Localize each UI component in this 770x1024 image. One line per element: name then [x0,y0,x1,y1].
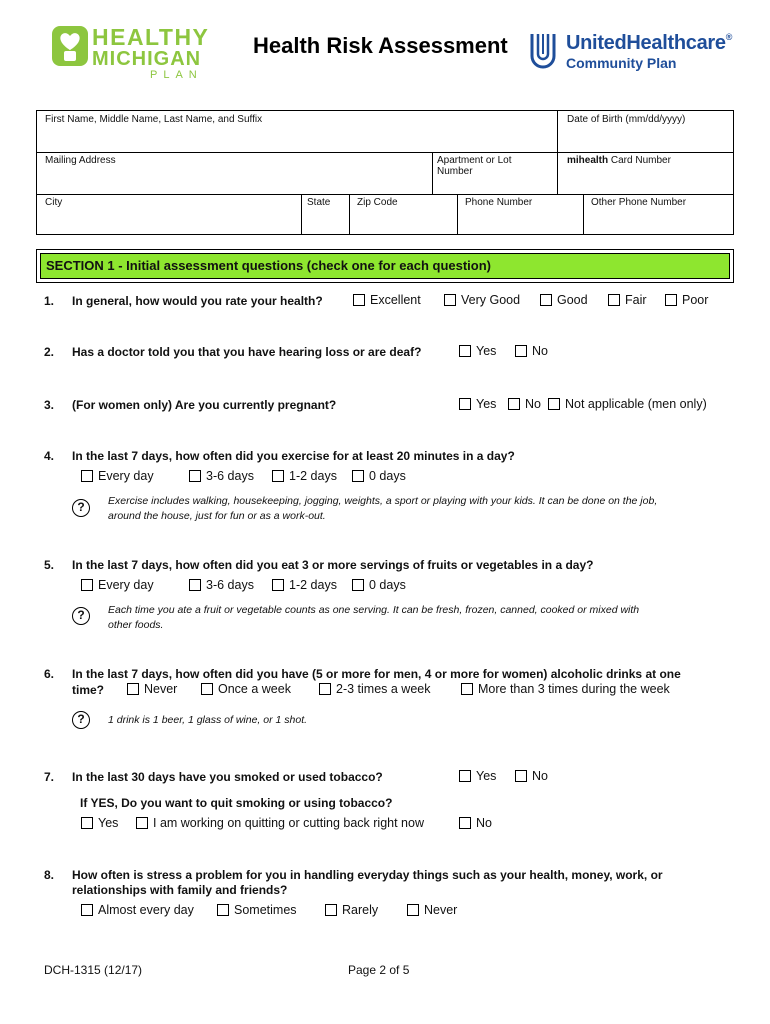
card-number-label: Card Number [608,155,671,166]
checkbox[interactable] [459,817,471,829]
q1-option-fair[interactable]: Fair [608,293,647,307]
question-3-text: (For women only) Are you currently pregnant? [72,398,337,412]
question-8-number: 8. [44,868,55,882]
checkbox[interactable] [127,683,139,695]
q1-option-very-good[interactable]: Very Good [444,293,520,307]
question-5-number: 5. [44,558,55,572]
card-number-label-bold: mihealth [567,155,609,166]
logo-word-michigan: MICHIGAN [92,48,202,70]
state-label: State [307,197,331,208]
question-8-text-line2: relationships with family and friends? [72,883,288,897]
checkbox[interactable] [444,294,456,306]
apartment-number-field[interactable] [432,152,557,194]
q8-option-rarely[interactable]: Rarely [325,903,378,917]
checkbox[interactable] [459,345,471,357]
q7-followup-yes[interactable]: Yes [81,816,118,830]
demographics-box [36,110,734,235]
full-name-label: First Name, Middle Name, Last Name, and Suffix [45,114,263,125]
apartment-number-label: Apartment or Lot Number [437,155,512,177]
zip-code-field[interactable] [349,194,457,234]
unitedhealthcare-name: UnitedHealthcare® [566,32,733,54]
logo-word-plan: PLAN [150,69,203,81]
checkbox[interactable] [201,683,213,695]
city-label: City [45,197,63,208]
checkbox[interactable] [665,294,677,306]
date-of-birth-label: Date of Birth (mm/dd/yyyy) [567,114,686,125]
question-mark-icon: ? [72,499,90,517]
checkbox[interactable] [319,683,331,695]
q1-option-poor[interactable]: Poor [665,293,708,307]
checkbox[interactable] [508,398,520,410]
card-number-field[interactable] [557,152,733,194]
checkbox[interactable] [81,470,93,482]
checkbox[interactable] [136,817,148,829]
q8-option-never[interactable]: Never [407,903,457,917]
q7-option-yes[interactable]: Yes [459,769,496,783]
checkbox[interactable] [459,398,471,410]
question-2-number: 2. [44,345,55,359]
checkbox[interactable] [81,904,93,916]
q5-option-0-days[interactable]: 0 days [352,578,406,592]
section-1-title: SECTION 1 - Initial assessment questions (check one for each question) [40,253,730,279]
q3-option-not-applicable[interactable]: Not applicable (men only) [548,397,707,411]
city-field[interactable] [37,194,301,234]
q8-option-sometimes[interactable]: Sometimes [217,903,297,917]
question-4-number: 4. [44,449,55,463]
question-7-text: In the last 30 days have you smoked or used tobacco? [72,770,383,784]
community-plan-label: Community Plan [566,55,677,71]
checkbox[interactable] [515,770,527,782]
q6-option-more-than-3[interactable]: More than 3 times during the week [461,682,670,696]
q5-option-every-day[interactable]: Every day [81,578,154,592]
question-5-text: In the last 7 days, how often did you eat 3 or more servings of fruits or vegetables in a day? [72,558,594,572]
checkbox[interactable] [189,579,201,591]
question-4-tip: Exercise includes walking, housekeeping, jogging, weights, a sport or playing with your kids. It can be done on the job, around the house, just for fun or as a work-out. [108,495,658,522]
question-1-text: In general, how would you rate your health? [72,294,323,308]
checkbox[interactable] [459,770,471,782]
checkbox[interactable] [540,294,552,306]
checkbox[interactable] [407,904,419,916]
q8-option-almost-every-day[interactable]: Almost every day [81,903,194,917]
q3-option-yes[interactable]: Yes [459,397,496,411]
q5-option-1-2-days[interactable]: 1-2 days [272,578,337,592]
other-phone-field[interactable] [583,194,733,234]
q7-followup-working-on-quitting[interactable]: I am working on quitting or cutting back right now [136,816,424,830]
question-6-text-line1: In the last 7 days, how often did you have (5 or more for men, 4 or more for women) alcoholic drinks at one [72,667,681,681]
checkbox[interactable] [325,904,337,916]
q1-option-excellent[interactable]: Excellent [353,293,421,307]
question-5-tip: Each time you ate a fruit or vegetable counts as one serving. It can be fresh, frozen, canned, cooked or mixed with other foods. [108,604,640,631]
page-title: Health Risk Assessment [253,33,508,58]
mailing-address-field[interactable] [37,152,432,194]
checkbox[interactable] [217,904,229,916]
checkbox[interactable] [352,470,364,482]
full-name-field[interactable] [37,111,557,152]
q6-option-2-3-times[interactable]: 2-3 times a week [319,682,430,696]
question-8-text-line1: How often is stress a problem for you in handling everyday things such as your health, money, work, or [72,868,663,882]
question-6-text-line2: time? [72,683,105,697]
checkbox[interactable] [461,683,473,695]
q4-option-0-days[interactable]: 0 days [352,469,406,483]
q2-option-no[interactable]: No [515,344,548,358]
unitedhealthcare-u-mark [528,30,558,72]
question-7-followup: If YES, Do you want to quit smoking or using tobacco? [80,796,393,810]
date-of-birth-field[interactable] [557,111,733,152]
q6-option-once-a-week[interactable]: Once a week [201,682,291,696]
question-7-number: 7. [44,770,55,784]
question-4-text: In the last 7 days, how often did you exercise for at least 20 minutes in a day? [72,449,515,463]
q4-option-1-2-days[interactable]: 1-2 days [272,469,337,483]
checkbox[interactable] [272,579,284,591]
q2-option-yes[interactable]: Yes [459,344,496,358]
question-mark-icon: ? [72,711,90,729]
q5-option-3-6-days[interactable]: 3-6 days [189,578,254,592]
q4-option-every-day[interactable]: Every day [81,469,154,483]
mailing-address-label: Mailing Address [45,155,116,166]
form-id: DCH-1315 (12/17) [44,963,143,977]
checkbox[interactable] [81,817,93,829]
q1-option-good[interactable]: Good [540,293,588,307]
question-1-number: 1. [44,294,55,308]
checkbox[interactable] [608,294,620,306]
checkbox[interactable] [81,579,93,591]
question-mark-icon: ? [72,607,90,625]
q4-option-3-6-days[interactable]: 3-6 days [189,469,254,483]
state-field[interactable] [301,194,349,234]
logo-word-healthy: HEALTHY [92,24,210,50]
checkbox[interactable] [353,294,365,306]
checkbox[interactable] [352,579,364,591]
checkbox[interactable] [548,398,560,410]
question-3-number: 3. [44,398,55,412]
q3-option-no[interactable]: No [508,397,541,411]
q7-followup-no[interactable]: No [459,816,492,830]
checkbox[interactable] [515,345,527,357]
question-2-text: Has a doctor told you that you have hearing loss or are deaf? [72,345,422,359]
q7-option-no[interactable]: No [515,769,548,783]
question-6-tip: 1 drink is 1 beer, 1 glass of wine, or 1 shot. [108,714,308,726]
question-6-number: 6. [44,667,55,681]
phone-number-label: Phone Number [465,197,533,208]
checkbox[interactable] [272,470,284,482]
page-number: Page 2 of 5 [348,963,410,977]
phone-number-field[interactable] [457,194,583,234]
q6-option-never[interactable]: Never [127,682,177,696]
zip-code-label: Zip Code [357,197,398,208]
other-phone-label: Other Phone Number [591,197,687,208]
checkbox[interactable] [189,470,201,482]
